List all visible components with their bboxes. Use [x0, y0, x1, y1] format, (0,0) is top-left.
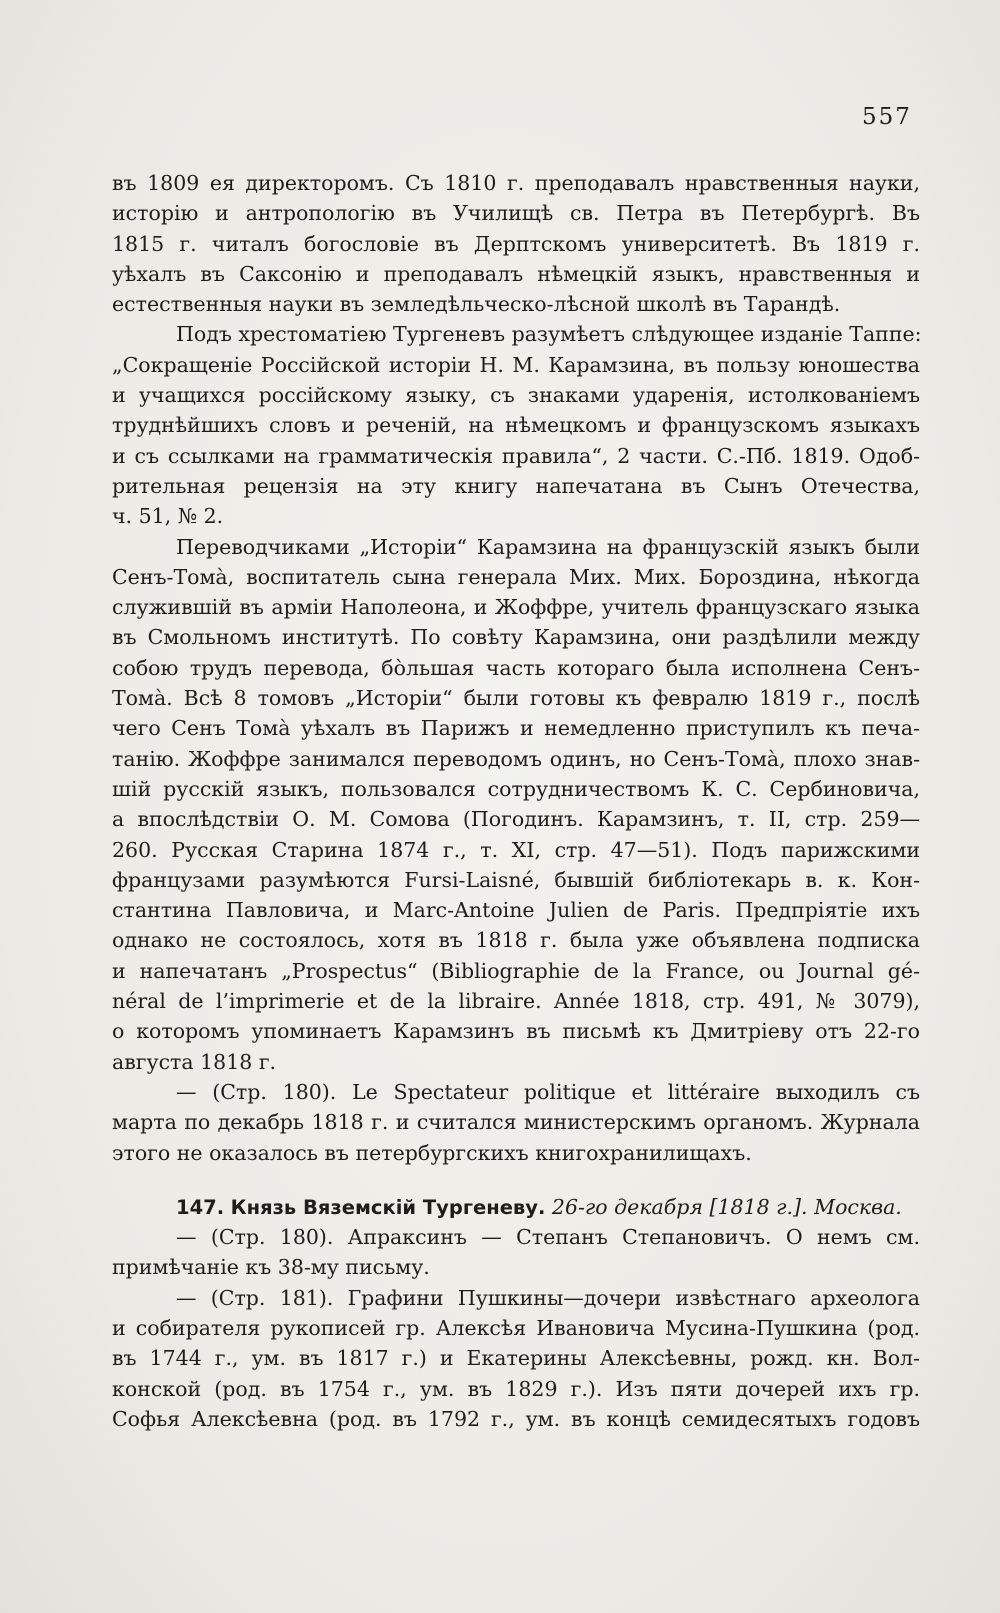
text-line: однако не состоялось, хотя въ 1818 г. была уже объявлена подписка	[112, 928, 920, 953]
text-line: этого не оказалось въ петербургскихъ книгохранилищахъ.	[112, 1140, 752, 1165]
text-line: — (Стр. 180). Апраксинъ — Степанъ Степановичъ. О немъ см.	[176, 1225, 920, 1250]
page-number: 557	[862, 104, 912, 130]
text-line: стантина Павловича, и Marc-Antoine Julien de Paris. Предпріятіе ихъ	[112, 898, 920, 923]
text-line: ч. 51, № 2.	[112, 504, 224, 529]
text-line: Подъ хрестоматіею Тургеневъ разумѣетъ слѣдующее изданіе Таппе:	[176, 322, 922, 347]
text-line: и напечатанъ „Prospectus“ (Bibliographie de la France, ou Journal gé-	[112, 958, 920, 983]
text-line: примѣчаніе къ 38-му письму.	[112, 1255, 430, 1280]
text-line: служившій въ арміи Наполеона, и Жоффре, учитель французскаго языка	[112, 595, 920, 620]
text-line: въ 1809 ея директоромъ. Съ 1810 г. преподавалъ нравственныя науки,	[112, 171, 920, 195]
text-line: труднѣйшихъ словъ и реченій, на нѣмецкомъ и французскомъ языкахъ	[112, 413, 920, 438]
text-line: о которомъ упоминаетъ Карамзинъ въ письмѣ къ Дмитріеву отъ 22-го	[112, 1019, 920, 1044]
text-line: уѣхалъ въ Саксонію и преподавалъ нѣмецкій языкъ, нравственныя и	[112, 261, 920, 286]
text-line: néral de l’imprimerie et de la libraire. Année 1818, стр. 491, № 3079),	[112, 989, 920, 1014]
text-line: — (Стр. 181). Графини Пушкины—дочери извѣстнаго археолога	[176, 1285, 920, 1310]
text-line: а впослѣдствіи О. М. Сомова (Погодинъ. Карамзинъ, т. II, стр. 259—	[112, 807, 920, 832]
text-line: естественныя науки въ земледѣльческо-лѣсной школѣ въ Тарандѣ.	[112, 292, 841, 317]
text-line: 260. Русская Старина 1874 г., т. XI, стр. 47—51). Подъ парижскими	[112, 837, 920, 862]
text-line: Тома̀. Всѣ 8 томовъ „Исторіи“ были готовы къ февралю 1819 г., послѣ	[112, 686, 920, 711]
text-line: французами разумѣются Fursi-Laisné, бывшій библіотекарь в. к. Кон-	[112, 867, 920, 892]
text-line: шій русскій языкъ, пользовался сотрудничествомъ К. С. Сербиновича,	[112, 776, 920, 801]
text-line: собою трудъ перевода, бо̀льшая часть котораго была исполнена Сенъ-	[112, 655, 920, 680]
text-line: въ Смольномъ институтѣ. По совѣту Карамзина, они раздѣлили между	[112, 625, 920, 650]
letter-heading	[112, 1192, 920, 1222]
text-line: танію. Жоффре занимался переводомъ одинъ, но Сенъ-Тома̀, плохо знав-	[112, 746, 920, 771]
text-line: и съ ссылками на грамматическія правила“, 2 части. С.-Пб. 1819. Одоб-	[112, 443, 920, 468]
letter-number: 147.	[176, 1195, 225, 1219]
text-line: въ 1744 г., ум. въ 1817 г.) и Екатерины Алексѣевны, рожд. кн. Вол-	[112, 1346, 920, 1371]
text-line: Сенъ-Тома̀, воспитатель сына генерала Мих. Мих. Бороздина, нѣкогда	[112, 564, 920, 589]
text-line: августа 1818 г.	[112, 1049, 277, 1074]
text-line: „Сокращеніе Россійской исторіи Н. М. Карамзина, въ пользу юношества	[112, 352, 920, 377]
text-line: — (Стр. 180). Le Spectateur politique et littéraire выходилъ съ	[176, 1079, 920, 1104]
text-line: исторію и антропологію въ Училищѣ св. Петра въ Петербургѣ. Въ	[112, 201, 920, 226]
page-text	[112, 168, 920, 1434]
text-line: чего Сенъ Тома̀ уѣхалъ въ Парижъ и немедленно приступилъ къ печа-	[112, 716, 920, 741]
text-line: конской (род. въ 1754 г., ум. въ 1829 г.). Изъ пяти дочерей ихъ гр.	[112, 1376, 920, 1401]
letter-date: 26-го декабря [1818 г.].	[551, 1194, 808, 1219]
text-line: 1815 г. читалъ богословіе въ Дерптскомъ университетѣ. Въ 1819 г.	[112, 231, 920, 256]
text-line: Переводчиками „Исторіи“ Карамзина на французскій языкъ были	[176, 534, 920, 559]
text-line: рительная рецензія на эту книгу напечатана въ Сынъ Отечества,	[112, 473, 920, 498]
text-line: и учащихся россійскому языку, съ знаками ударенія, истолкованіемъ	[112, 383, 920, 408]
text-line: марта по декабрь 1818 г. и считался министерскимъ органомъ. Журнала	[112, 1110, 920, 1135]
text-line: и собирателя рукописей гр. Алексѣя Ивановича Мусина-Пушкина (род.	[112, 1315, 920, 1340]
letter-place: Москва.	[814, 1194, 902, 1219]
section-gap	[112, 1168, 920, 1192]
text-line: Софья Алексѣевна (род. въ 1792 г., ум. въ концѣ семидесятыхъ годовъ	[112, 1406, 920, 1431]
letter-title: Князь Вяземскій Тургеневу.	[230, 1195, 546, 1219]
